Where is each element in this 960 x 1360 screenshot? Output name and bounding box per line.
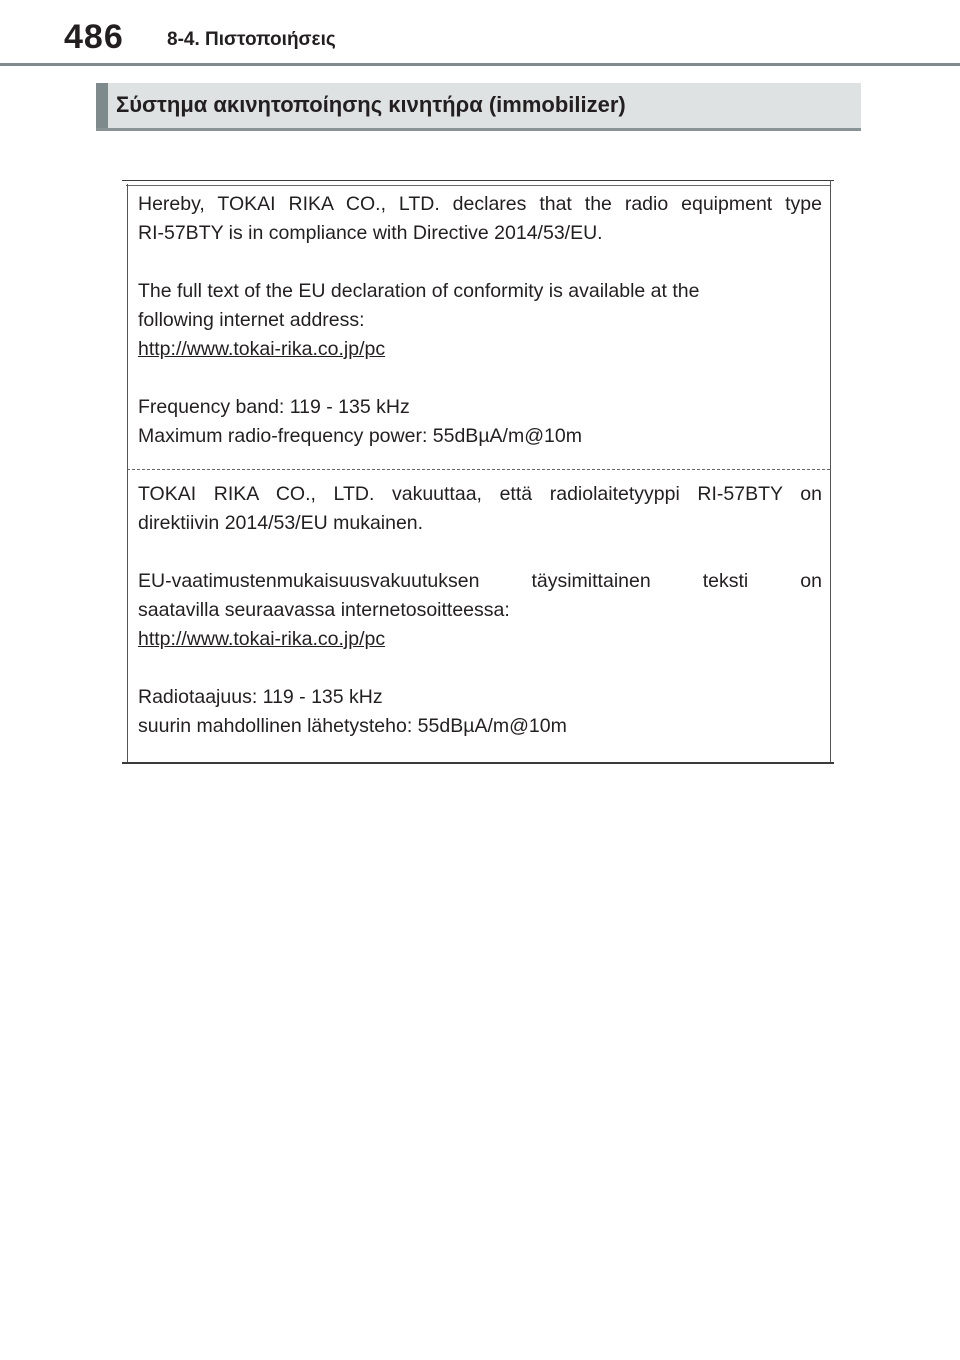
section-accent <box>96 83 108 128</box>
fi-declaration-url-link[interactable]: http://www.tokai-rika.co.jp/pc <box>138 628 386 650</box>
page-number: 486 <box>64 18 124 56</box>
header-rule <box>0 63 960 66</box>
en-max-power: Maximum radio-frequency power: 55dBµA/m@10m <box>138 425 582 447</box>
notice-finnish <box>138 480 822 741</box>
fi-frequency-band: Radiotaajuus: 119 - 135 kHz <box>138 686 383 708</box>
en-declaration-line-2: RI-57BTY is in compliance with Directive 2014/53/EU. <box>138 222 603 244</box>
box-rule-right <box>830 180 831 762</box>
box-rule-top <box>122 180 834 181</box>
fi-fulltext-line-2: saatavilla seuraavassa internetosoitteessa: <box>138 599 510 621</box>
box-rule-top-inner <box>126 185 830 186</box>
en-declaration-url-link[interactable]: http://www.tokai-rika.co.jp/pc <box>138 338 386 360</box>
fi-fulltext-line-1: EU-vaatimustenmukaisuusvakuutuksen täysimittainen teksti on <box>138 570 822 592</box>
en-frequency-band: Frequency band: 119 - 135 kHz <box>138 396 410 418</box>
notice-english <box>138 190 822 451</box>
language-divider <box>127 469 830 470</box>
compliance-notice-box <box>122 180 834 764</box>
en-fulltext-line-2: following internet address: <box>138 309 365 331</box>
section-title: Σύστημα ακινητοποίησης κινητήρα (immobilizer) <box>116 92 626 117</box>
page-header <box>0 0 960 66</box>
fi-declaration-line-2: direktiivin 2014/53/EU mukainen. <box>138 512 424 534</box>
section-heading-bar <box>96 83 861 131</box>
fi-max-power: suurin mahdollinen lähetysteho: 55dBµA/m@10m <box>138 715 567 737</box>
chapter-title: 8-4. Πιστοποιήσεις <box>167 29 336 50</box>
en-fulltext-line-1: The full text of the EU declaration of conformity is available at the <box>138 280 700 302</box>
fi-declaration-line-1: TOKAI RIKA CO., LTD. vakuuttaa, että radiolaitetyyppi RI-57BTY on <box>138 483 822 505</box>
box-rule-left <box>127 184 128 762</box>
box-rule-bottom <box>122 762 834 764</box>
en-declaration-line-1: Hereby, TOKAI RIKA CO., LTD. declares that the radio equipment type <box>138 193 822 215</box>
